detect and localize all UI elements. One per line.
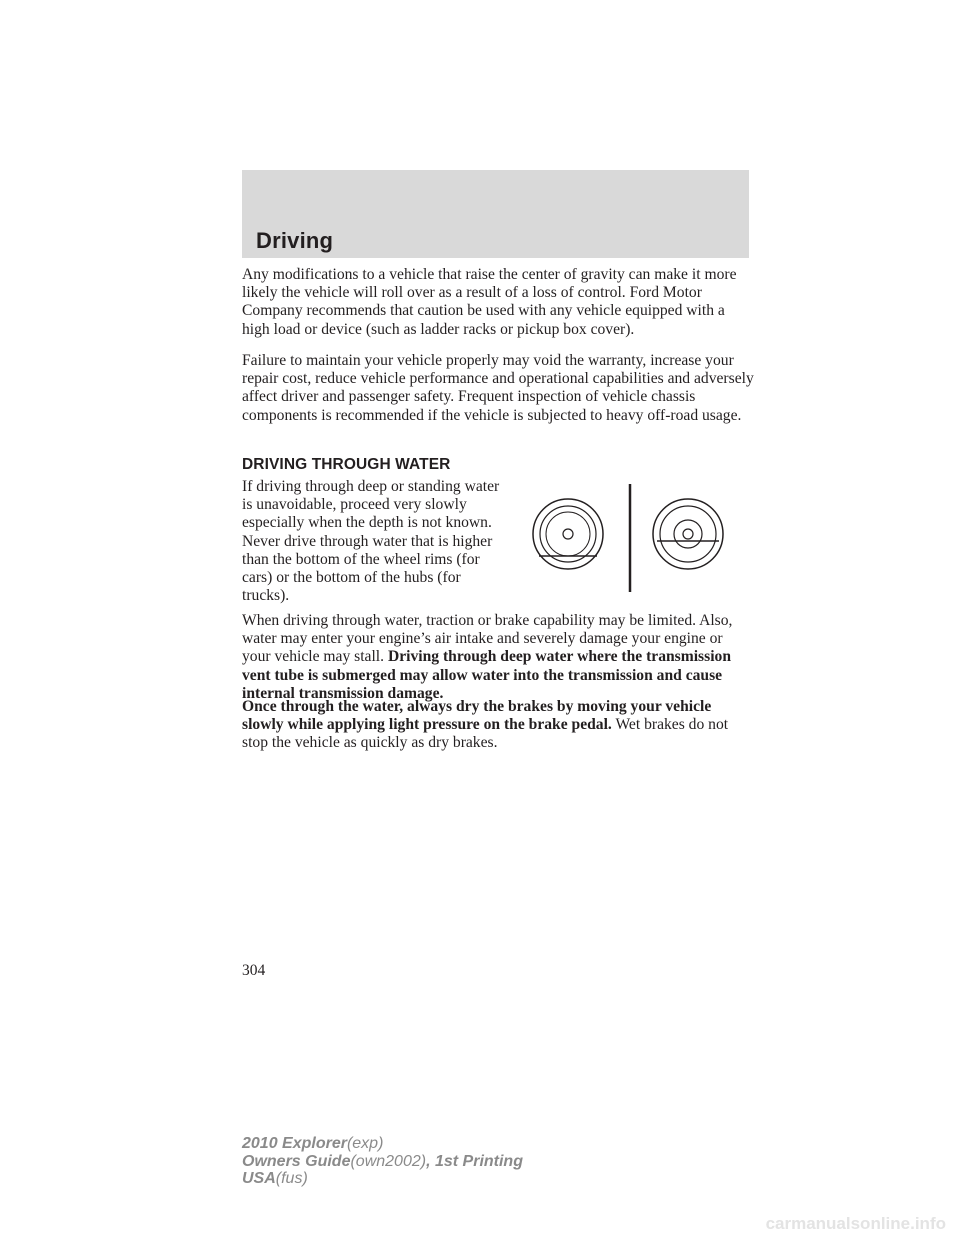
section-title: Driving bbox=[256, 228, 334, 253]
water-depth-illustration bbox=[520, 478, 756, 596]
footer-line-guide: Owners Guide(own2002), 1st Printing bbox=[242, 1152, 523, 1170]
paragraph-dry-brakes bbox=[242, 698, 754, 753]
page-number: 304 bbox=[242, 962, 266, 979]
section-header-band bbox=[242, 170, 749, 258]
dry-brakes-instruction: Once through the water, always dry the brakes by moving your vehicle slowly while applying light pressure on the brake pedal. bbox=[242, 698, 712, 734]
paragraph-maintenance: Failure to maintain your vehicle properly may void the warranty, increase your repair cost, reduce vehicle performance and operational capabilities and adversely affect driver and passenger safety. Frequent inspection of vehicle chassis components is recommended if the vehicle is subjected to heavy off-road usage. bbox=[242, 352, 754, 424]
footer-line-model: 2010 Explorer(exp) bbox=[242, 1135, 384, 1152]
print-footer bbox=[242, 1135, 523, 1188]
paragraph-traction bbox=[242, 612, 754, 703]
transmission-warning: Driving through deep water where the transmission vent tube is submerged may allow water into the transmission and cause internal transmission damage. bbox=[242, 648, 731, 702]
dry-brakes-note: Wet brakes do not stop the vehicle as quickly as dry brakes. bbox=[242, 716, 729, 752]
paragraph-water-depth: If driving through deep or standing water is unavoidable, proceed very slowly especially when the depth is not known. Never drive through water that is higher than the bottom of the wheel rims (for cars) or the bottom of the hubs (for trucks). bbox=[242, 478, 500, 605]
paragraph-traction-text: When driving through water, traction or brake capability may be limited. Also, water may enter your engine’s air intake and severely damage your engine or your vehicle may stall. bbox=[242, 612, 733, 666]
watermark: carmanualsonline.info bbox=[765, 1214, 946, 1233]
car-wheel-icon bbox=[533, 499, 603, 569]
truck-wheel-icon bbox=[653, 499, 723, 569]
footer-line-region: USA(fus) bbox=[242, 1170, 308, 1187]
paragraph-modifications: Any modifications to a vehicle that raise the center of gravity can make it more likely the vehicle will roll over as a result of a loss of control. Ford Motor Company recommends that caution be used with any vehicle equipped with a high load or device (such as ladder racks or pickup box cover). bbox=[242, 266, 737, 338]
section-heading: DRIVING THROUGH WATER bbox=[242, 456, 451, 473]
